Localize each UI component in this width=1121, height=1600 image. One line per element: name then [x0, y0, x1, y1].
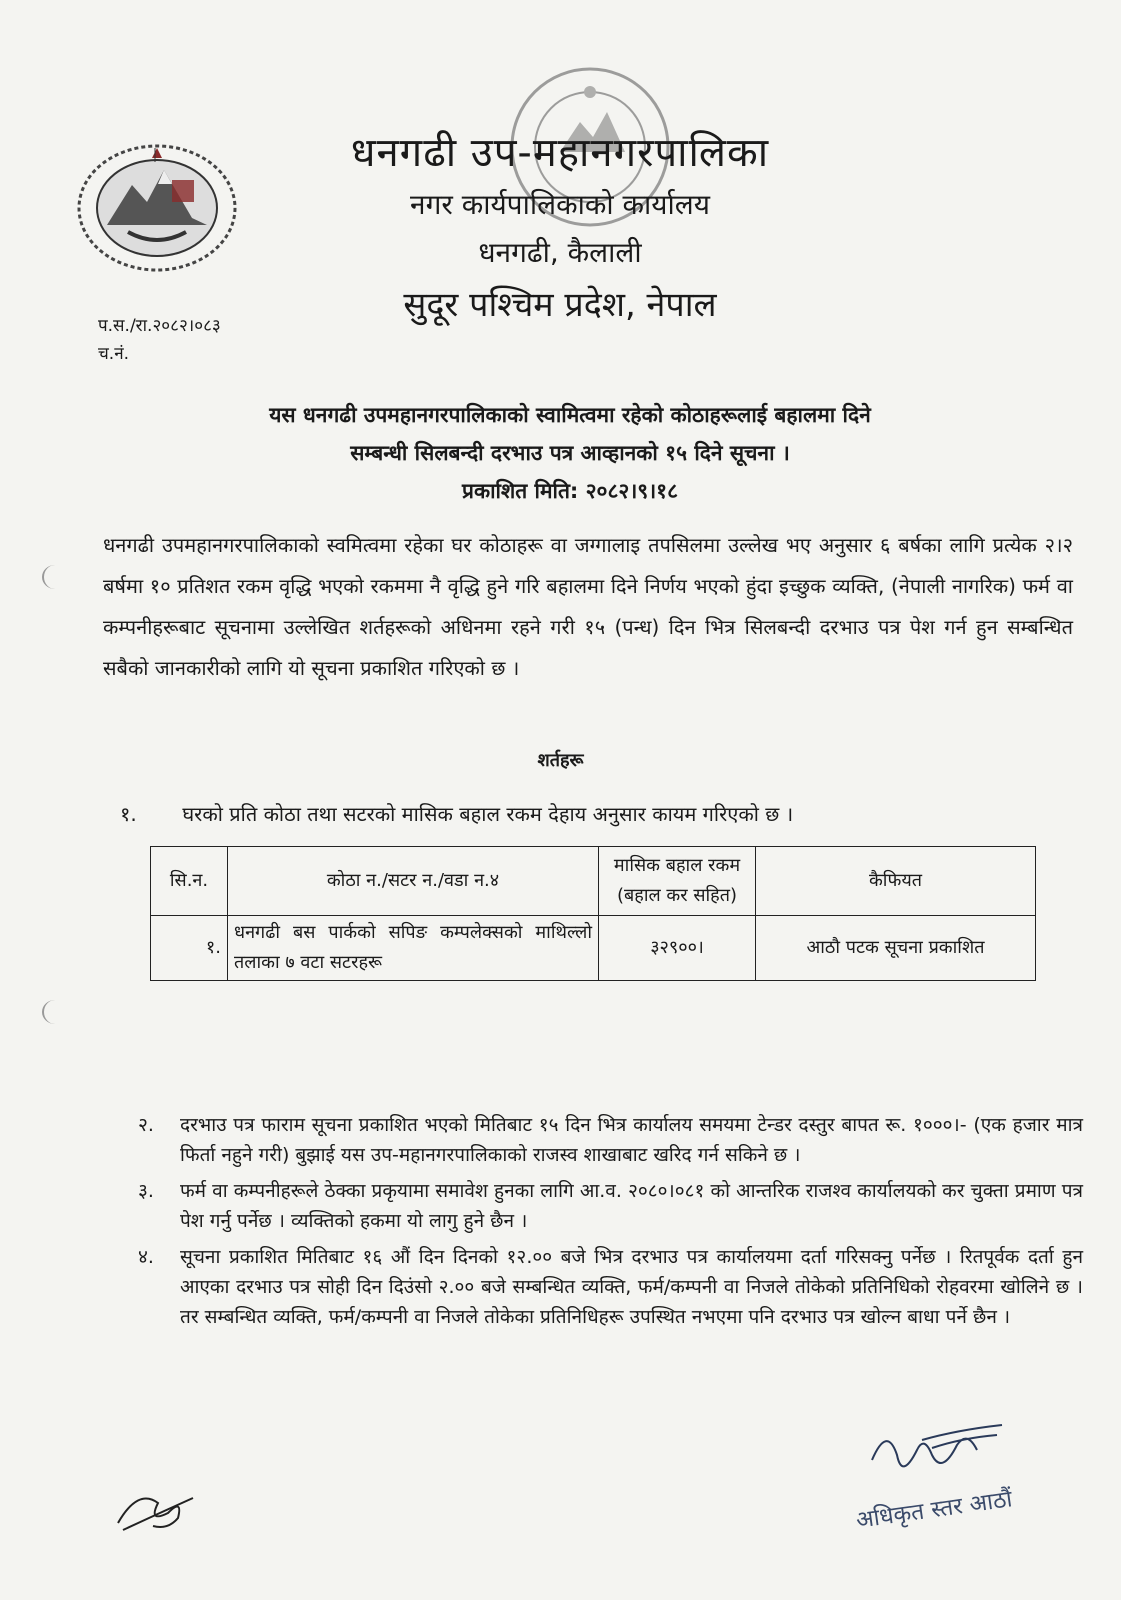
condition-text: फर्म वा कम्पनीहरूले ठेक्का प्रकृयामा समावेश हुनका लागि आ.व. २०८०।०८१ को आन्तरिक राजश्व कार्यालयको कर चुक्ता प्रमाण पत्र पेश गर्नु पर्नेछ । व्यक्तिको हकमा यो लागु हुने छैन । [180, 1180, 1083, 1232]
condition-number: १. [120, 802, 137, 826]
letter-number: प.स./रा.२०८२।०८३ [98, 316, 221, 336]
condition-item [138, 1110, 1083, 1170]
header-serial: सि.न. [151, 847, 228, 916]
conditions-list [138, 1110, 1083, 1338]
condition-item [120, 800, 793, 827]
condition-item [138, 1242, 1083, 1332]
signature-caption: अधिकृत स्तर आठौं [854, 1486, 1014, 1534]
initials-signature-icon [108, 1468, 203, 1538]
notice-title-line2: सम्बन्धी सिलबन्दी दरभाउ पत्र आव्हानको १५ दिने सूचना । [350, 441, 790, 465]
intro-paragraph: धनगढी उपमहानगरपालिकाको स्वमित्वमा रहेका घर कोठाहरू वा जग्गालाइ तपसिलमा उल्लेख भए अनुसार ६ बर्षका लागि प्रत्येक २।२ बर्षमा १० प्रतिशत रकम वृद्धि भएको रकममा नै वृद्धि हुने गरि बहालमा दिने निर्णय भएको हुंदा इच्छुक व्यक्ति, (नेपाली नागरिक) फर्म वा कम्पनीहरूबाट सूचनामा उल्लेखित शर्तहरूको अधिनमा रहने गरी १५ (पन्ध) दिन भित्र सिलबन्दी दरभाउ पत्र पेश गर्न हुन सम्बन्धित सबैको जानकारीको लागि यो सूचना प्रकाशित गरिएको छ । [103, 533, 1073, 680]
dispatch-number: च.नं. [98, 344, 130, 364]
condition-number: २. [138, 1114, 154, 1136]
published-date: २०८२।९।१८ [585, 479, 678, 503]
header-room: कोठा न./सटर न./वडा न.४ [228, 847, 599, 916]
header-remarks: कैफियत [756, 847, 1036, 916]
condition-number: ३. [138, 1180, 154, 1202]
condition-text: दरभाउ पत्र फाराम सूचना प्रकाशित भएको मितिबाट १५ दिन भित्र कार्यालय समयमा टेन्डर दस्तुर बापत रू. १०००।- (एक हजार मात्र फिर्ता नहुने गरी) बुझाई यस उप-महानगरपालिकाको राजस्व शाखाबाट खरिद गर्न सकिने छ । [180, 1114, 1083, 1166]
letterhead [260, 125, 860, 333]
condition-number: ४. [138, 1246, 154, 1268]
cell-room: धनगढी बस पार्कको सपिङ कम्पलेक्सको माथिल्लो तलाका ७ वटा सटरहरू [228, 916, 599, 981]
notice-title-line1: यस धनगढी उपमहानगरपालिकाको स्वामित्वमा रहेको कोठाहरूलाई बहालमा दिने [269, 403, 871, 427]
office-location: धनगढी, कैलाली [478, 236, 642, 269]
table-row [151, 916, 1036, 981]
condition-item [138, 1176, 1083, 1236]
reference-block [98, 312, 221, 368]
cell-serial: १. [151, 916, 228, 981]
officer-signature-icon [862, 1420, 1012, 1490]
condition-text: सूचना प्रकाशित मितिबाट १६ औं दिन दिनको १२.०० बजे भित्र दरभाउ पत्र कार्यालयमा दर्ता गरिसक्नु पर्नेछ । रितपूर्वक दर्ता हुन आएका दरभाउ पत्र सोही दिन दिउंसो २.०० बजे सम्बन्धित व्यक्ति, फर्म/कम्पनी वा निजले तोकेको प्रतिनिधिको रोहवरमा खोलिने छ । तर सम्बन्धित व्यक्ति, फर्म/कम्पनी वा निजले तोकेका प्रतिनिधिहरू उपस्थित नभएमा पनि दरभाउ पत्र खोल्न बाधा पर्ने छैन । [180, 1246, 1083, 1328]
cell-rent: ३२९००। [599, 916, 756, 981]
punch-hole-mark [42, 1000, 68, 1024]
rent-table [150, 846, 1036, 981]
condition-text: घरको प्रति कोठा तथा सटरको मासिक बहाल रकम देहाय अनुसार कायम गरिएको छ । [182, 802, 794, 826]
rent-table-header-row [151, 847, 1036, 916]
province-name: सुदूर पश्चिम प्रदेश, नेपाल [403, 285, 717, 325]
organization-name: धनगढी उप-महानगरपालिका [350, 130, 770, 176]
notice-title [110, 396, 1030, 510]
published-label: प्रकाशित मिति: [462, 479, 579, 503]
conditions-heading: शर्तहरू [537, 750, 584, 771]
header-rent: मासिक बहाल रकम (बहाल कर सहित) [599, 847, 756, 916]
office-name: नगर कार्यपालिकाको कार्यालय [410, 188, 710, 221]
published-date-line [110, 472, 1030, 510]
nepal-emblem-icon [72, 140, 242, 275]
cell-remarks: आठौ पटक सूचना प्रकाशित [756, 916, 1036, 981]
punch-hole-mark [42, 565, 68, 589]
